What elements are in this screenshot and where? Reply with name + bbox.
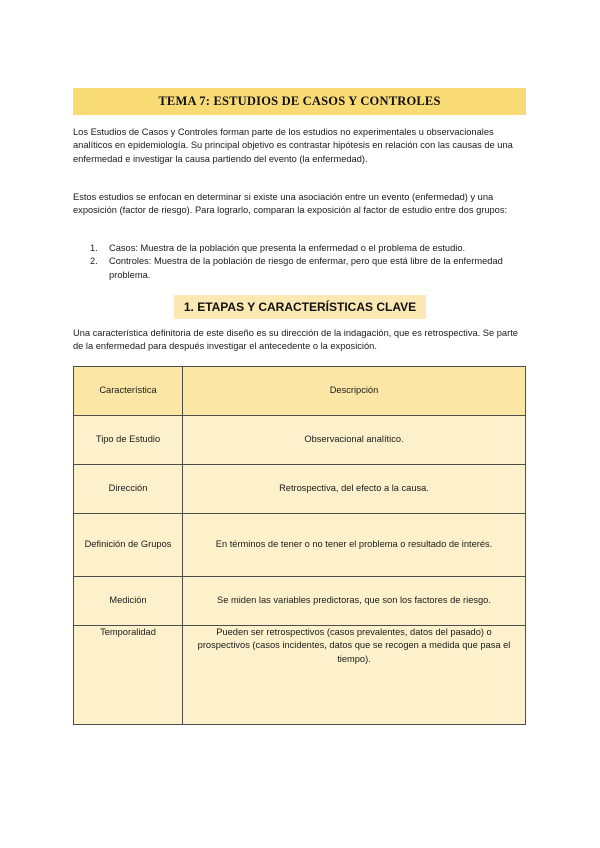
description-cell: Observacional analítico.	[183, 416, 526, 465]
intro-paragraph: Los Estudios de Casos y Controles forman parte de los estudios no experimentales u observacionales analíticos en epidemiología. Su principal objetivo es contrastar hipótesis en relación con las causas de una enfermedad e investigar la causa partiendo del evento (la enfermedad).	[73, 127, 513, 164]
focus-paragraph: Estos estudios se enfocan en determinar si existe una asociación entre un evento (enfermedad) y una exposición (factor de riesgo). Para lograrlo, comparan la exposición al factor de estudio entre dos grupos:	[73, 192, 508, 216]
description-cell: Retrospectiva, del efecto a la causa.	[183, 465, 526, 514]
list-text: Controles: Muestra de la población de riesgo de enfermar, pero que está libre de la enfermedad problema.	[109, 256, 503, 280]
section-heading	[174, 295, 426, 319]
description-cell: En términos de tener o no tener el problema o resultado de interés.	[183, 514, 526, 577]
feature-cell: Tipo de Estudio	[74, 416, 183, 465]
column-header-description: Descripción	[183, 367, 526, 416]
page-title: TEMA 7: ESTUDIOS DE CASOS Y CONTROLES	[158, 94, 441, 108]
section-heading-text: 1. ETAPAS Y CARACTERÍSTICAS CLAVE	[183, 300, 417, 314]
description-cell: Se miden las variables predictoras, que son los factores de riesgo.	[183, 577, 526, 626]
title-banner	[73, 88, 526, 115]
list-item	[73, 242, 528, 255]
table-row	[74, 577, 526, 626]
list-number: 2.	[90, 256, 98, 267]
table-row	[74, 465, 526, 514]
description-cell: Pueden ser retrospectivos (casos prevalentes, datos del pasado) o prospectivos (casos incidentes, datos que se recogen a medida que pasa el tiempo).	[183, 626, 526, 725]
table-row	[74, 416, 526, 465]
section-description: Una característica definitoria de este diseño es su dirección de la indagación, que es retrospectiva. Se parte de la enfermedad para después investigar el antecedente o la exposición.	[73, 328, 518, 352]
list-item	[73, 255, 528, 282]
list-text: Casos: Muestra de la población que presenta la enfermedad o el problema de estudio.	[109, 243, 466, 253]
table-row	[74, 626, 526, 725]
feature-cell: Temporalidad	[74, 626, 183, 725]
characteristics-table	[73, 366, 526, 725]
table-row	[74, 514, 526, 577]
column-header-feature: Característica	[74, 367, 183, 416]
table-header-row	[74, 367, 526, 416]
feature-cell: Medición	[74, 577, 183, 626]
groups-list	[73, 242, 528, 282]
feature-cell: Dirección	[74, 465, 183, 514]
feature-cell: Definición de Grupos	[74, 514, 183, 577]
list-number: 1.	[90, 243, 98, 253]
